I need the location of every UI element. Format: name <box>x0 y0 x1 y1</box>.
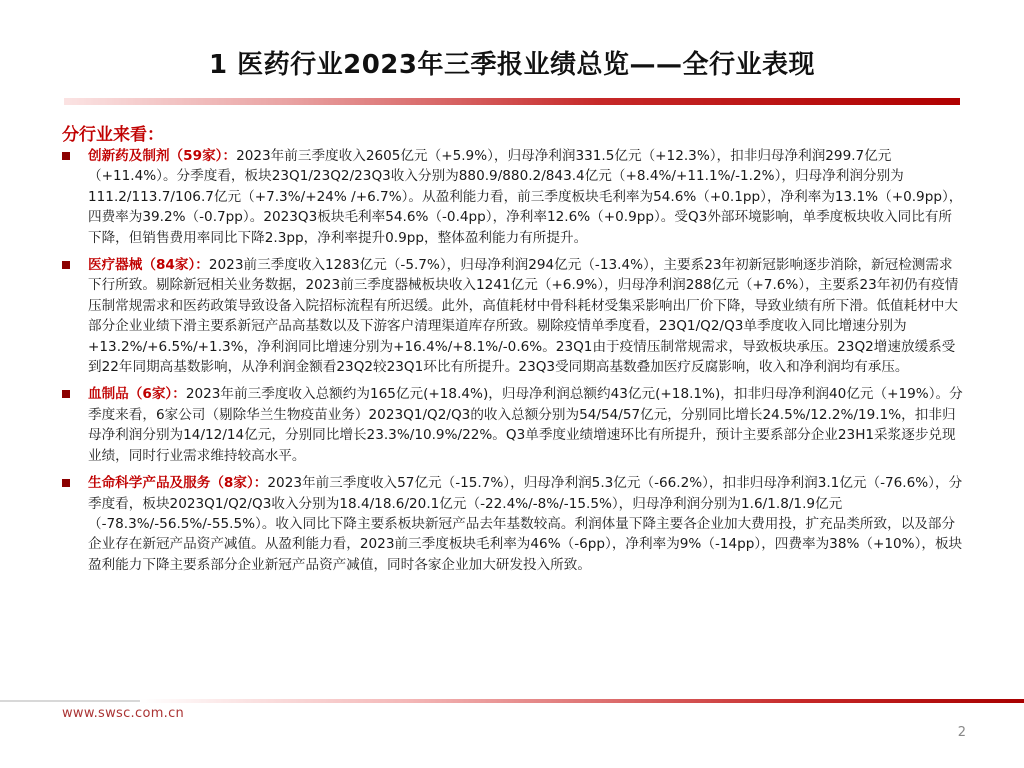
square-bullet-icon <box>62 261 70 269</box>
item-text: 2023前三季度收入1283亿元（-5.7%），归母净利润294亿元（-13.4%），主要系23年初新冠影响逐步消除，新冠检测需求下行所致。剔除新冠相关业务数据，2023前三季度器械板块收入1241亿元（+6.9%），归母净利润288亿元（+7.6%），主要系23年初仍有疫情压制常规需求和医药政策导致设备入院招标流程有所迟缓。此外，高值耗材中骨科耗材受集采影响出厂价下降，导致业绩有所下滑。低值耗材中大部分企业业绩下滑主要系新冠产品高基数以及下游客户清理渠道库存所致。剔除疫情单季度看，23Q1/Q2/Q3单季度收入同比增速分别为+13.2%/+6.5%/+1.3%，净利润同比增速分别为+16.4%/+8.1%/-0.6%。23Q1由于疫情压制常规需求，导致板块承压。23Q2增速放缓系受到22年同期高基数影响，从净利润金额看23Q2较23Q1环比有所提升。23Q3受同期高基数叠加医疗反腐影响，收入和净利润均有承压。 <box>88 257 959 376</box>
list-item-blood-products <box>62 384 964 466</box>
item-label: 创新药及制剂（59家）： <box>88 148 237 164</box>
square-bullet-icon <box>62 390 70 398</box>
item-label: 生命科学产品及服务（8家）： <box>88 475 268 492</box>
item-text: 2023年前三季度收入57亿元（-15.7%），归母净利润5.3亿元（-66.2%），扣非归母净利润3.1亿元（-76.6%），分季度看，板块2023Q1/Q2/Q3收入分别为18.4/18.6/20.1亿元（-22.4%/-8%/-15.5%），归母净利润分别为1.6/1.8/1.9亿元（-78.3%/-56.5%/-55.5%）。收入同比下降主要系板块新冠产品去年基数较高。利润体量下降主要各企业加大费用投，扩充品类所致，以及部分企业存在新冠产品资产减值。从盈利能力看，2023前三季度板块毛利率为46%（-6pp），净利率为9%（-14pp），四费率为38%（+10%），板块盈利能力下降主要系部分企业新冠产品资产减值，同时各家企业加大研发投入所致。 <box>88 475 963 573</box>
footer-accent-bar <box>140 699 1024 703</box>
footer-url: www.swsc.com.cn <box>62 706 185 721</box>
section-subheading: 分行业来看： <box>62 125 164 145</box>
square-bullet-icon <box>62 479 70 487</box>
item-text: 2023年前三季度收入总额约为165亿元(+18.4%)，归母净利润总额约43亿元(+18.1%)，扣非归母净利润40亿元（+19%）。分季度来看，6家公司（剔除华兰生物疫苗业务）2023Q1/Q2/Q3的收入总额分别为54/54/57亿元，分别同比增长24.5%/12.2%/19.1%，扣非归母净利润分别为14/12/14亿元，分别同比增长23.3%/10.9%/22%。Q3单季度业绩增速环比有所提升，预计主要系部分企业23H1采浆逐步兑现业绩，同时行业需求维持较高水平。 <box>88 386 963 464</box>
square-bullet-icon <box>62 152 70 160</box>
item-text: 2023年前三季度收入2605亿元（+5.9%），归母净利润331.5亿元（+12.3%），扣非归母净利润299.7亿元（+11.4%）。分季度看，板块23Q1/23Q2/23Q3收入分别为880.9/880.2/843.4亿元（+8.4%/+11.1%/-1.2%），归母净利润分别为111.2/113.7/106.7亿元（+7.3%/+24% /+6.7%）。从盈利能力看，前三季度板块毛利率为54.6%（+0.1pp），净利率为13.1%（+0.9pp），四费率为39.2%（-0.7pp）。2023Q3板块毛利率54.6%（-0.4pp），净利率12.6%（+0.9pp）。受Q3外部环境影响，单季度板块收入同比有所下降，但销售费用率同比下降2.3pp，净利率提升0.9pp，整体盈利能力有所提升。 <box>88 148 963 246</box>
title-underline-bar <box>64 98 960 105</box>
list-item-innovative-drugs <box>62 146 964 248</box>
list-item-life-science <box>62 473 964 575</box>
item-label: 医疗器械（84家）： <box>88 257 209 274</box>
industry-list <box>62 146 964 582</box>
item-label: 血制品（6家）： <box>88 386 186 403</box>
list-item-medical-devices <box>62 255 964 377</box>
page-title: 1 医药行业2023年三季报业绩总览——全行业表现 <box>208 50 815 80</box>
page-number: 2 <box>957 725 966 740</box>
